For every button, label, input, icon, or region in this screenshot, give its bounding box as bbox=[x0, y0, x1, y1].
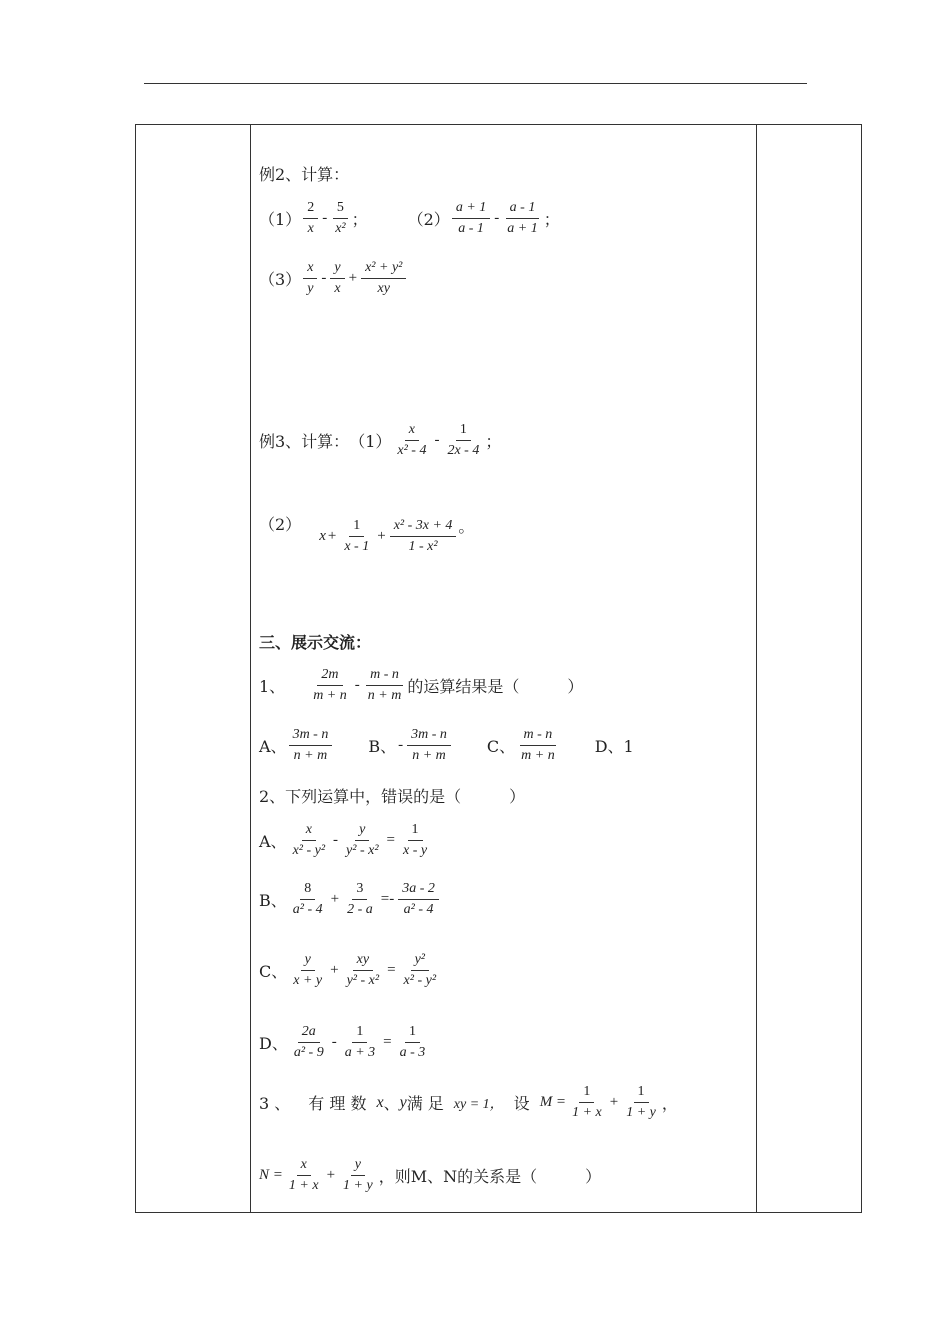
example2-title bbox=[259, 162, 349, 185]
numerator: a - 1 bbox=[506, 198, 540, 219]
fraction bbox=[330, 258, 344, 299]
part-label: （3） bbox=[259, 270, 302, 289]
numerator: 2a bbox=[298, 1022, 320, 1043]
operator: + bbox=[330, 891, 340, 907]
fraction bbox=[339, 1155, 377, 1196]
denominator: 1 + x bbox=[288, 1178, 319, 1193]
header-rule bbox=[144, 83, 807, 84]
fraction bbox=[331, 198, 349, 239]
section-heading-text: 三、展示交流： bbox=[259, 633, 372, 652]
fraction bbox=[309, 665, 351, 706]
question-text: 设 bbox=[513, 1094, 530, 1113]
fraction bbox=[340, 516, 373, 557]
part-label: （2） bbox=[259, 515, 302, 534]
variable: y bbox=[399, 1093, 407, 1111]
fraction bbox=[361, 258, 406, 299]
option-d: D、1 bbox=[594, 737, 634, 756]
option-b-label: B、 bbox=[368, 737, 397, 756]
numerator: 1 bbox=[349, 516, 364, 537]
operator: + bbox=[377, 528, 386, 544]
fraction bbox=[285, 1155, 323, 1196]
condition: xy = 1， bbox=[453, 1096, 504, 1112]
denominator: xy bbox=[377, 281, 390, 296]
q1-options bbox=[259, 725, 634, 766]
punctuation: ， bbox=[661, 1094, 678, 1113]
column-divider-right bbox=[756, 124, 757, 1213]
operator: + bbox=[330, 962, 339, 978]
numerator: m - n bbox=[366, 665, 403, 686]
q3-line2 bbox=[259, 1155, 601, 1196]
numerator: y bbox=[355, 820, 369, 841]
equals: = bbox=[386, 832, 395, 848]
operator: - bbox=[354, 677, 360, 693]
denominator: x + y bbox=[293, 973, 323, 988]
numerator: 3m - n bbox=[289, 725, 333, 746]
fraction bbox=[452, 198, 490, 239]
separator: 、 bbox=[383, 1094, 400, 1113]
denominator: 1 + x bbox=[572, 1105, 602, 1120]
numerator: 3a - 2 bbox=[398, 879, 439, 900]
fraction bbox=[398, 879, 439, 920]
example3-part1 bbox=[259, 420, 501, 461]
punctuation: ； bbox=[351, 210, 368, 229]
denominator: m + n bbox=[521, 748, 555, 763]
denominator: x² - 4 bbox=[397, 443, 427, 458]
denominator: x² - y² bbox=[292, 843, 326, 858]
denominator: n + m bbox=[367, 688, 402, 703]
variable-m: M = bbox=[539, 1094, 567, 1110]
fraction bbox=[568, 1082, 606, 1123]
question-text: 的运算结果是（ ） bbox=[407, 677, 584, 696]
operator: - bbox=[321, 270, 327, 286]
variable: x bbox=[319, 528, 326, 544]
denominator: a + 1 bbox=[507, 221, 538, 236]
fraction bbox=[290, 1022, 328, 1063]
fraction bbox=[341, 1022, 379, 1063]
denominator: x² bbox=[335, 221, 346, 236]
example2-title-text: 例2、计算： bbox=[259, 165, 350, 184]
numerator: xy bbox=[353, 950, 373, 971]
q3-line1 bbox=[259, 1082, 678, 1123]
punctuation: 。 bbox=[458, 517, 475, 536]
fraction bbox=[443, 420, 483, 461]
question-text: 满 足 bbox=[406, 1094, 444, 1113]
denominator: m + n bbox=[313, 688, 347, 703]
denominator: 2 - a bbox=[347, 902, 373, 917]
fraction bbox=[289, 950, 326, 991]
numerator: 1 bbox=[634, 1082, 649, 1103]
operator: + bbox=[326, 1167, 336, 1183]
option-label: D、 bbox=[259, 1034, 288, 1053]
option-a-label: A、 bbox=[259, 737, 287, 756]
question-text: ，则M、N的关系是（ ） bbox=[378, 1167, 602, 1186]
part-label: （1） bbox=[259, 210, 302, 229]
numerator: m - n bbox=[520, 725, 557, 746]
denominator: y² - x² bbox=[346, 973, 380, 988]
part-label: （2） bbox=[407, 210, 450, 229]
fraction bbox=[289, 820, 329, 861]
question-text: 2、下列运算中，错误的是（ ） bbox=[259, 787, 526, 806]
fraction bbox=[289, 879, 327, 920]
operator: - bbox=[322, 210, 328, 226]
fraction bbox=[503, 198, 541, 239]
q2-option-c bbox=[259, 950, 442, 991]
numerator: x bbox=[297, 1155, 311, 1176]
operator: + bbox=[327, 528, 337, 544]
denominator: x² - y² bbox=[403, 973, 437, 988]
variable-n: N = bbox=[259, 1167, 283, 1183]
denominator: a² - 4 bbox=[403, 902, 434, 917]
denominator: y bbox=[307, 281, 314, 296]
fraction bbox=[399, 820, 431, 861]
denominator: n + m bbox=[412, 748, 446, 763]
column-divider-left bbox=[250, 124, 251, 1213]
numerator: 2 bbox=[303, 198, 318, 219]
denominator: 1 + y bbox=[626, 1105, 656, 1120]
fraction bbox=[390, 516, 457, 557]
fraction bbox=[342, 820, 382, 861]
q2-option-d bbox=[259, 1022, 431, 1063]
q2-option-a bbox=[259, 820, 433, 861]
q2 bbox=[259, 784, 525, 807]
denominator: x bbox=[307, 221, 314, 236]
denominator: x - 1 bbox=[344, 539, 370, 554]
numerator: 1 bbox=[405, 1022, 420, 1043]
q1 bbox=[259, 665, 583, 706]
denominator: a - 1 bbox=[458, 221, 484, 236]
denominator: 1 - x² bbox=[408, 539, 438, 554]
operator: - bbox=[333, 832, 339, 848]
denominator: a² - 9 bbox=[293, 1045, 324, 1060]
operator: - bbox=[494, 210, 500, 226]
fraction bbox=[303, 258, 317, 299]
denominator: y² - x² bbox=[346, 843, 379, 858]
example3-title-text: 例3、计算： bbox=[259, 432, 350, 451]
denominator: 2x - 4 bbox=[447, 443, 480, 458]
numerator: a + 1 bbox=[452, 198, 490, 219]
question-text: 有 理 数 bbox=[308, 1094, 367, 1113]
numerator: 3m - n bbox=[407, 725, 451, 746]
option-b-fraction bbox=[407, 725, 451, 766]
denominator: 1 + y bbox=[343, 1178, 373, 1193]
operator: - bbox=[398, 737, 404, 753]
fraction bbox=[400, 950, 440, 991]
fraction bbox=[343, 950, 383, 991]
numerator: y bbox=[351, 1155, 365, 1176]
fraction bbox=[364, 665, 406, 706]
equals: = bbox=[387, 962, 396, 978]
numerator: y bbox=[330, 258, 344, 279]
equals: =- bbox=[380, 891, 395, 907]
option-a-fraction bbox=[289, 725, 333, 766]
fraction bbox=[343, 879, 377, 920]
denominator: a + 3 bbox=[344, 1045, 376, 1060]
numerator: 8 bbox=[300, 879, 315, 900]
operator: + bbox=[609, 1094, 619, 1110]
operator: - bbox=[434, 432, 440, 448]
numerator: 5 bbox=[333, 198, 348, 219]
numerator: x² + y² bbox=[361, 258, 406, 279]
numerator: 1 bbox=[579, 1082, 594, 1103]
numerator: y bbox=[301, 950, 315, 971]
section3-heading bbox=[259, 630, 371, 653]
punctuation: ； bbox=[485, 432, 502, 451]
fraction bbox=[622, 1082, 660, 1123]
numerator: x bbox=[302, 820, 316, 841]
fraction bbox=[393, 420, 430, 461]
denominator: n + m bbox=[293, 748, 328, 763]
numerator: 1 bbox=[352, 1022, 367, 1043]
question-number: 3 、 bbox=[259, 1094, 291, 1113]
numerator: x² - 3x + 4 bbox=[390, 516, 457, 537]
part-label: （1） bbox=[349, 432, 392, 451]
punctuation: ； bbox=[543, 210, 560, 229]
q2-option-b bbox=[259, 879, 441, 920]
numerator: x bbox=[303, 258, 317, 279]
numerator: 3 bbox=[352, 879, 367, 900]
question-number: 1、 bbox=[259, 677, 286, 696]
numerator: 1 bbox=[408, 820, 423, 841]
numerator: y² bbox=[411, 950, 429, 971]
option-label: A、 bbox=[259, 832, 287, 851]
operator: - bbox=[331, 1034, 337, 1050]
denominator: a² - 4 bbox=[292, 902, 323, 917]
numerator: 2m bbox=[317, 665, 342, 686]
variable: x bbox=[376, 1093, 384, 1111]
equals: = bbox=[383, 1034, 392, 1050]
example3-part2 bbox=[259, 490, 474, 557]
denominator: x bbox=[334, 281, 341, 296]
denominator: a - 3 bbox=[399, 1045, 426, 1060]
operator: + bbox=[348, 270, 358, 286]
option-c-fraction bbox=[517, 725, 559, 766]
option-label: B、 bbox=[259, 891, 287, 910]
numerator: 1 bbox=[456, 420, 471, 441]
example2-part3 bbox=[259, 258, 408, 299]
denominator: x - y bbox=[403, 843, 428, 858]
fraction bbox=[303, 198, 318, 239]
option-c-label: C、 bbox=[486, 737, 516, 756]
option-label: C、 bbox=[259, 962, 288, 981]
numerator: x bbox=[405, 420, 419, 441]
example2-part1 bbox=[259, 198, 560, 239]
fraction bbox=[396, 1022, 430, 1063]
